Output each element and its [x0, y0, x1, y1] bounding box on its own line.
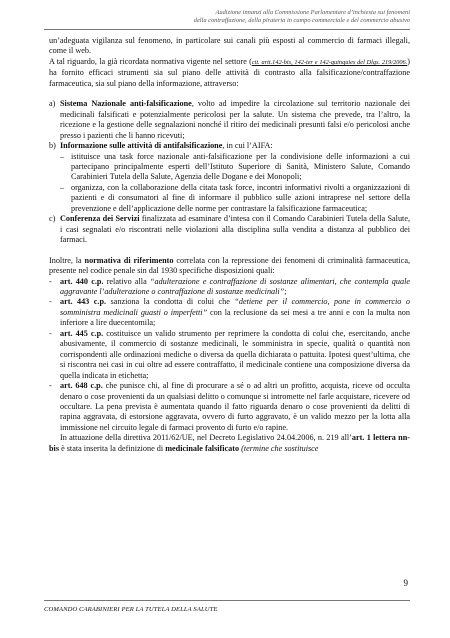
article-ref: art. 440 c.p.: [60, 276, 104, 286]
running-footer: COMANDO CARABINIERI PER LA TUTELA DELLA SALUTE: [44, 606, 218, 613]
list-item-title: Sistema Nazionale anti-falsificazione: [60, 99, 192, 109]
article-ref: art. 443 c.p.: [60, 297, 107, 307]
penal-code-list: [49, 277, 410, 434]
list-item-title: Informazione sulle attività di antifalsificazione: [60, 141, 223, 151]
paragraph-1: un’adeguata vigilanza sul fenomeno, in particolare sui canali più esposti al commercio di farmaci illegali, come il web.: [49, 36, 410, 56]
header-line-2: della contraffazione, della pirateria in campo commerciale e del commercio abusivo: [193, 17, 410, 24]
article-ref: art. 648 c.p.: [60, 381, 103, 391]
spacer: [49, 89, 410, 99]
paragraph-3: Inoltre, la normativa di riferimento correlata con la repressione dei fenomeni di criminalità farmaceutica, presente nel codice penale sin dal 1930 specifiche disposizioni quali:: [49, 255, 411, 276]
sub-list-item: – organizza, con la collaborazione della citata task force, incontri informativi rivolti a organizzazioni di pazienti e di consumatori al fine di informare il pubblico sulle azioni intraprese nel settore della prevenzione e dell’applicazione delle norme per contrastare la falsificazione farmaceutica;: [60, 182, 410, 213]
article-item: - art. 440 c.p. relativo alla “adulterazione e contraffazione di sostanze alimentari, che contempla quale aggravante l’adulterazione o contraffazione di sostanze medicinali”;: [49, 276, 410, 296]
header-line-1: Audizione innanzi alla Commissione Parlamentare d’inchiesta sui fenomeni: [215, 9, 410, 16]
article-item: - art. 648 c.p. che punisce chi, al fine di procurare a sé o ad altri un profitto, acquista, riceve od occulta denaro o cose provenienti da un qualsiasi delitto o comunque si intromette nel farle acquistare, ricevere od occultare. La pena prevista è aumentata quando il fatto riguarda denaro o cose provenienti da delitti di rapina aggravata, di estorsione aggravata, ovvero di furto aggravato, è un valido mezzo per la lotta alla immissione nel circuito legale di farmaci provento di furto e/o rapine.: [49, 381, 410, 432]
article-item: - art. 445 c.p. costituisce un valido strumento per reprimere la condotta di colui che, esercitando, anche abusivamente, il commercio di sostanze medicinali, le somministra in specie, qualità o quantità non corrispondenti alle ordinazioni mediche o diversa da quella dichiarata o pattuita. Ipotesi quest’ultima, che si riscontra nei casi in cui oltre ad essere contraffatto, il medicinale contiene una composizione diversa da quella indicata in etichetta;: [49, 328, 410, 380]
sub-list-item: – istituisce una task force nazionale anti-falsificazione per la condivisione delle informazioni a cui partecipano principalmente esperti dell’Istituto Superiore di Sanità, Ministero Salute, Comando Carabinieri Tutela della Salute, Agenzia delle Dogane e dei Monopoli;: [60, 151, 410, 182]
article-item: - art. 443 c.p. sanziona la condotta di colui che “detiene per il commercio, pone in commercio o somministra medicinali guasti o imperfetti” con la reclusione da sei mesi a tre anni e con la multa non inferiore a lire duecentomila;: [49, 297, 410, 328]
article-ref: art. 445 c.p.: [60, 328, 104, 338]
paragraph-2: A tal riguardo, la già ricordata normativa vigente nel settore (cit. artt.142-bis, 142-ter e 142-quinquies del Dlgs. 219/2006.) ha fornito efficaci strumenti sia sul piano delle attività di contrasto alla falsificazione/contraffazione farmaceutica, sia sul piano della informazione, attraverso:: [49, 56, 410, 88]
list-item: b) Informazione sulle attività di antifalsificazione, in cui l’AIFA:: [49, 141, 273, 151]
tools-list: [49, 99, 410, 245]
page-number: 9: [403, 578, 408, 588]
list-item: c) Conferenza dei Servizi finalizzata ad esaminare d’intesa con il Comando Carabinieri Tutela della Salute, i casi segnalati e/o riscontrati nelle violazioni alla disciplina sulla vendita a distanza al pubblico dei farmaci.: [49, 214, 410, 245]
header-divider: [44, 29, 410, 30]
running-header: [80, 9, 410, 25]
footer-divider: [44, 600, 410, 601]
paragraph-4: In attuazione della direttiva 2011/62/UE, nel Decreto Legislativo 24.04.2006, n. 219 all’art. 1 lettera nn-bis è stata inserita la definizione di medicinale falsificato (termine che sostituisce: [49, 433, 410, 453]
document-body: [49, 36, 410, 454]
legal-citation: cit. artt.142-bis, 142-ter e 142-quinquies del Dlgs. 219/2006.: [251, 58, 408, 66]
list-item: a) Sistema Nazionale anti-falsificazione, volto ad impedire la circolazione sul territorio nazionale dei medicinali falsificati e potenzialmente pericolosi per la salute. Un sistema che prevede, tra l’altro, la ricezione e la gestione delle segnalazioni nonché il ritiro dei medicinali presunti falsi e/o pericolosi anche presso i pazienti che li hanno ricevuti;: [49, 99, 410, 140]
spacer: [49, 246, 410, 256]
list-item-title: Conferenza dei Servizi: [60, 214, 140, 224]
